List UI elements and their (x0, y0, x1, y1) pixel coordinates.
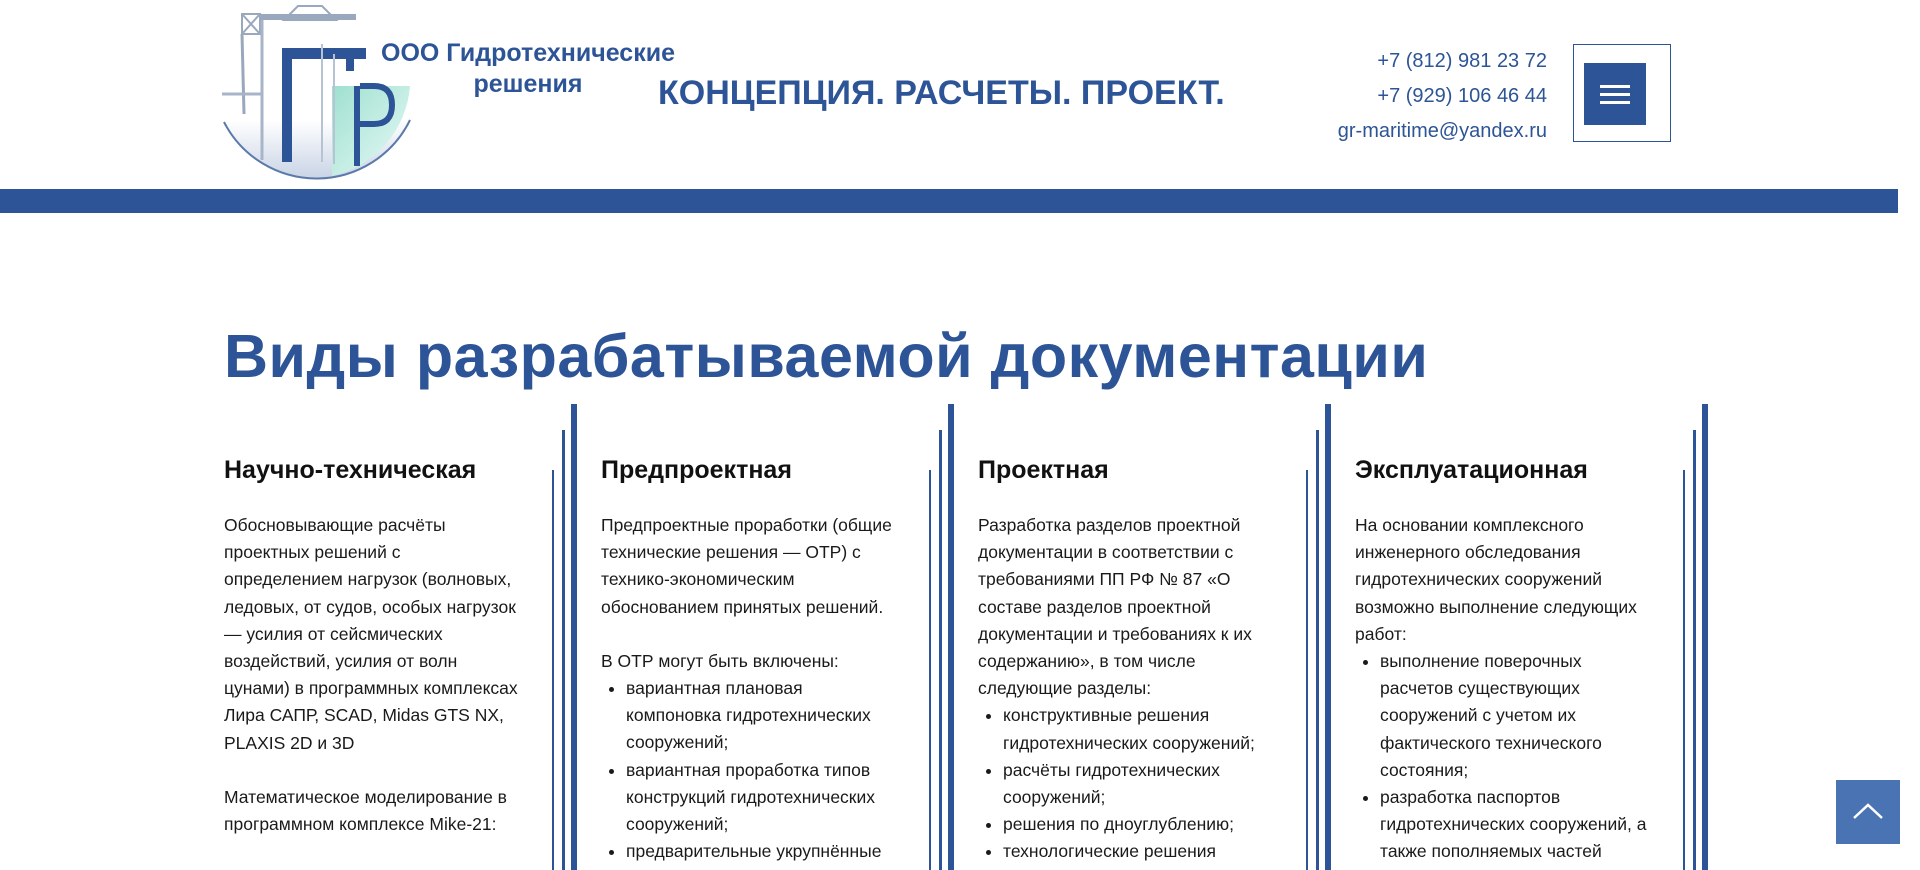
card-paragraph: Обосновывающие расчёты проектных решений с определением нагрузок (волновых, ледовых, от судов, особых нагрузок — усилия от сейсмических воздействий, усилия от волн цунами) в программных комплексах Лира САПР, SCAD, Midas GTS NX, PLAXIS 2D и 3D (224, 515, 518, 753)
email-link[interactable]: gr-maritime@yandex.ru (1337, 120, 1547, 142)
card-body (1355, 512, 1655, 866)
card-body (978, 512, 1278, 866)
list-item: • разработка паспортов гидротехнических сооружений, а также пополняемых частей (1380, 784, 1655, 866)
site-header (0, 0, 1920, 189)
list-item: • выполнение поверочных расчетов существующих сооружений с учетом их фактического технического состояния; (1380, 648, 1655, 784)
card-list-intro: Разработка разделов проектной документации в соответствии с требованиями ПП РФ № 87 «О составе разделов проектной документации и требованиях к их содержанию», в том числе следующие разделы: (978, 515, 1252, 699)
menu-button[interactable] (1584, 63, 1646, 125)
card-paragraph: Математическое моделирование в программном комплексе Mike-21: (224, 786, 507, 835)
card-title: Научно-техническая (224, 456, 477, 484)
card-title: Эксплуатационная (1355, 456, 1588, 484)
phone-link-2[interactable]: +7 (929) 106 46 44 (1377, 85, 1547, 107)
decorative-rails (929, 404, 977, 870)
card-body (224, 512, 524, 838)
decorative-rails (1683, 404, 1731, 870)
list-item: • расчёты гидротехнических сооружений; (1003, 757, 1278, 811)
doc-type-card-operational (1355, 404, 1731, 870)
list-item: • конструктивные решения гидротехнических сооружений; (1003, 702, 1278, 756)
phone-link-1[interactable]: +7 (812) 981 23 72 (1377, 50, 1547, 72)
list-item: • вариантная проработка типов конструкций гидротехнических сооружений; (626, 757, 901, 839)
card-list (1355, 648, 1655, 866)
doc-type-card-preproject (601, 404, 977, 870)
header-divider-stripe (0, 189, 1898, 213)
menu-frame (1573, 44, 1671, 142)
card-list (601, 675, 901, 865)
card-list (978, 702, 1278, 865)
decorative-rails (1306, 404, 1354, 870)
list-item: • вариантная плановая компоновка гидротехнических сооружений; (626, 675, 901, 757)
list-item: • решения по дноуглублению; (1003, 811, 1278, 838)
chevron-up-icon (1836, 780, 1900, 844)
list-item: • предварительные укрупнённые (626, 838, 901, 865)
scroll-to-top-button[interactable] (1836, 780, 1900, 844)
doc-type-card-project (978, 404, 1354, 870)
contact-block (1247, 44, 1547, 149)
card-body (601, 512, 901, 865)
company-name: ООО Гидротехнические решения (381, 39, 675, 98)
header-tagline: КОНЦЕПЦИЯ. РАСЧЕТЫ. ПРОЕКТ. (658, 74, 1225, 112)
card-title: Проектная (978, 456, 1109, 484)
card-paragraph: Предпроектные проработки (общие технические решения — ОТР) с технико-экономическим обоснованием принятых решений. (601, 515, 892, 617)
list-item: • технологические решения (1003, 838, 1278, 865)
decorative-rails (552, 404, 600, 870)
page-title: Виды разрабатываемой документации (224, 321, 1429, 390)
card-list-intro: В ОТР могут быть включены: (601, 650, 839, 671)
card-list-intro: На основании комплексного инженерного обследования гидротехнических сооружений возможно выполнение следующих работ: (1355, 515, 1637, 644)
card-title: Предпроектная (601, 456, 792, 484)
doc-type-card-scientific (224, 404, 600, 870)
hamburger-icon (1584, 63, 1646, 125)
